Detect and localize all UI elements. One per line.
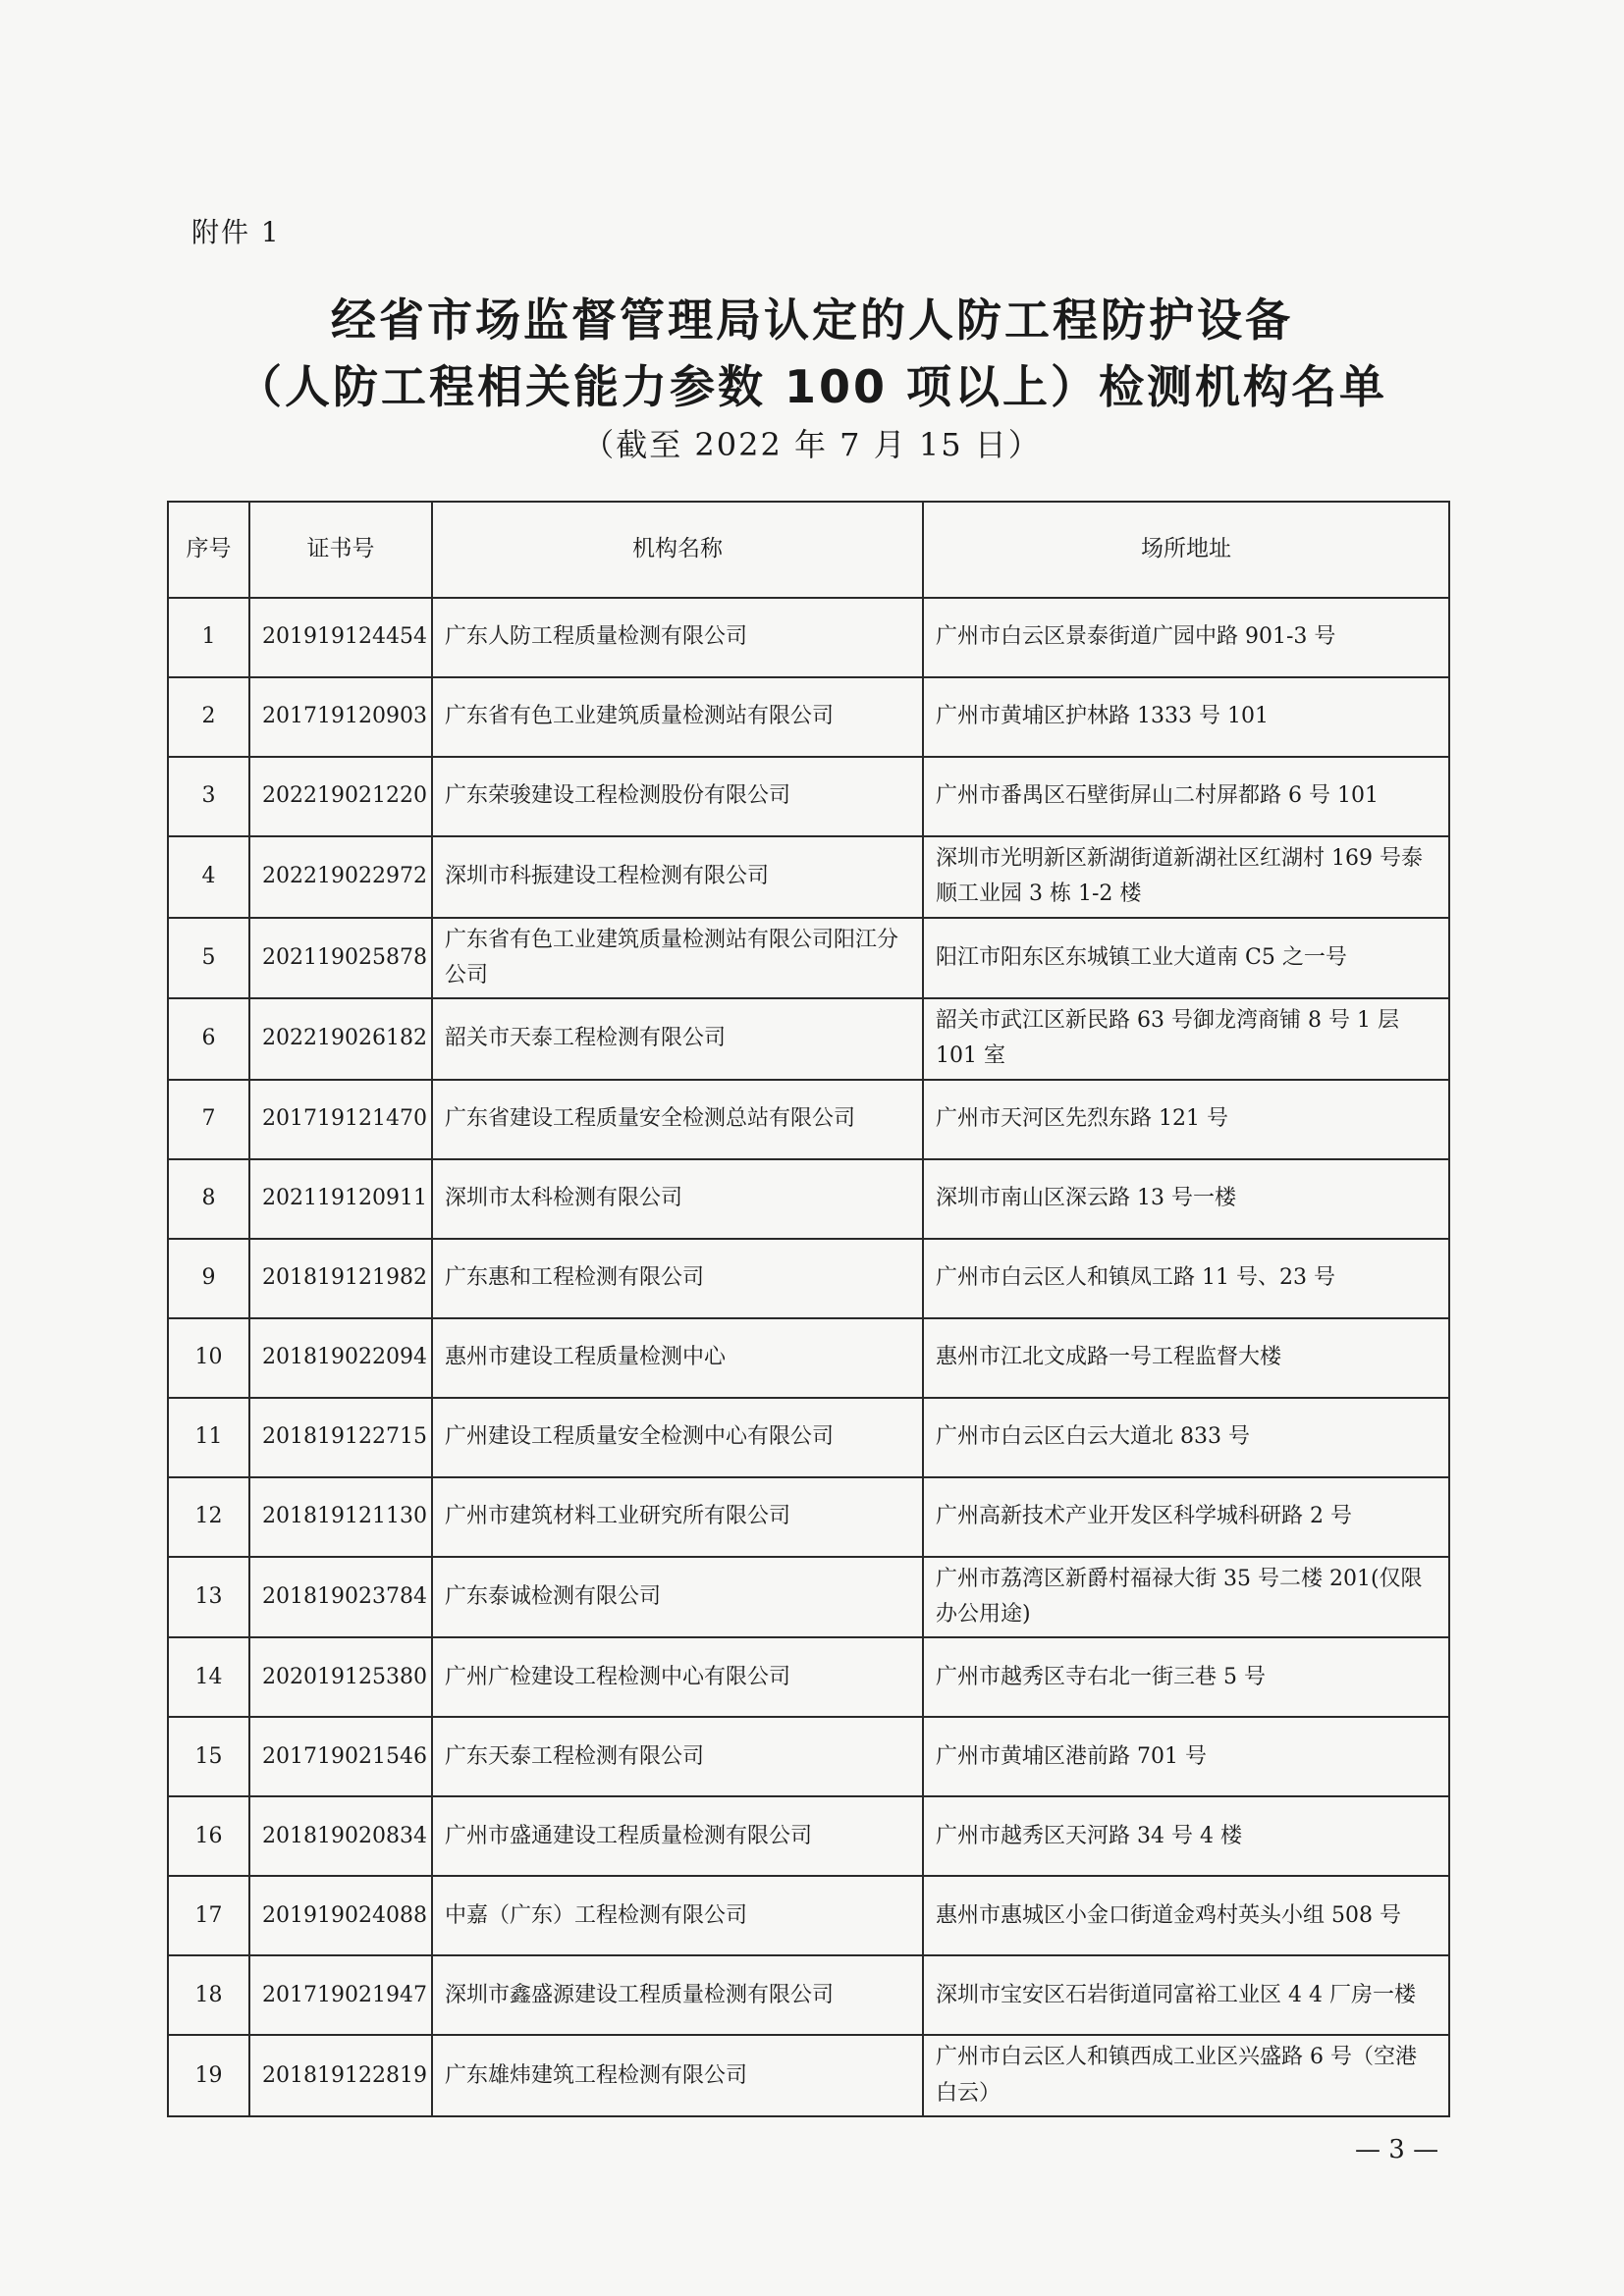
cell-address: 广州市越秀区天河路 34 号 4 楼 bbox=[923, 1796, 1449, 1876]
cell-address: 广州市白云区人和镇西成工业区兴盛路 6 号（空港白云） bbox=[923, 2035, 1449, 2116]
cell-institution-name: 深圳市科振建设工程检测有限公司 bbox=[432, 836, 923, 918]
cell-serial-no: 1 bbox=[168, 598, 249, 677]
cell-serial-no: 10 bbox=[168, 1318, 249, 1398]
cell-serial-no: 14 bbox=[168, 1637, 249, 1717]
table-row bbox=[168, 677, 1449, 757]
cell-address: 阳江市阳东区东城镇工业大道南 C5 之一号 bbox=[923, 918, 1449, 999]
cell-institution-name: 广州广检建设工程检测中心有限公司 bbox=[432, 1637, 923, 1717]
cell-institution-name: 韶关市天泰工程检测有限公司 bbox=[432, 998, 923, 1080]
cell-address: 惠州市惠城区小金口街道金鸡村英头小组 508 号 bbox=[923, 1876, 1449, 1955]
cell-institution-name: 中嘉（广东）工程检测有限公司 bbox=[432, 1876, 923, 1955]
cell-certificate-no: 201919124454 bbox=[249, 598, 432, 677]
cell-address: 广州市番禺区石壁街屏山二村屏都路 6 号 101 bbox=[923, 757, 1449, 836]
table-row bbox=[168, 2035, 1449, 2116]
document-title-line-2: （人防工程相关能力参数 100 项以上）检测机构名单 bbox=[236, 360, 1388, 413]
header-address: 场所地址 bbox=[923, 502, 1449, 598]
table-header-row bbox=[168, 502, 1449, 598]
cell-address: 广州高新技术产业开发区科学城科研路 2 号 bbox=[923, 1477, 1449, 1557]
cell-serial-no: 3 bbox=[168, 757, 249, 836]
table-body bbox=[168, 598, 1449, 2116]
cell-address: 广州市天河区先烈东路 121 号 bbox=[923, 1080, 1449, 1159]
cell-certificate-no: 202019125380 bbox=[249, 1637, 432, 1717]
cell-serial-no: 2 bbox=[168, 677, 249, 757]
table-row bbox=[168, 1796, 1449, 1876]
cell-certificate-no: 201819121130 bbox=[249, 1477, 432, 1557]
header-institution-name: 机构名称 bbox=[432, 502, 923, 598]
cell-serial-no: 18 bbox=[168, 1955, 249, 2035]
cell-institution-name: 广东省有色工业建筑质量检测站有限公司阳江分公司 bbox=[432, 918, 923, 999]
cell-institution-name: 惠州市建设工程质量检测中心 bbox=[432, 1318, 923, 1398]
cell-address: 广州市白云区白云大道北 833 号 bbox=[923, 1398, 1449, 1477]
table-row bbox=[168, 1477, 1449, 1557]
cell-address: 广州市白云区景泰街道广园中路 901-3 号 bbox=[923, 598, 1449, 677]
cell-serial-no: 6 bbox=[168, 998, 249, 1080]
cell-address: 广州市荔湾区新爵村福禄大街 35 号二楼 201(仅限办公用途) bbox=[923, 1557, 1449, 1638]
cell-certificate-no: 202119120911 bbox=[249, 1159, 432, 1239]
cell-certificate-no: 201819023784 bbox=[249, 1557, 432, 1638]
table-row bbox=[168, 1159, 1449, 1239]
cell-institution-name: 广东省有色工业建筑质量检测站有限公司 bbox=[432, 677, 923, 757]
cell-institution-name: 深圳市太科检测有限公司 bbox=[432, 1159, 923, 1239]
cell-certificate-no: 202219022972 bbox=[249, 836, 432, 918]
cell-address: 广州市黄埔区港前路 701 号 bbox=[923, 1717, 1449, 1796]
cell-serial-no: 19 bbox=[168, 2035, 249, 2116]
cell-institution-name: 广州建设工程质量安全检测中心有限公司 bbox=[432, 1398, 923, 1477]
cell-serial-no: 4 bbox=[168, 836, 249, 918]
cell-certificate-no: 202219026182 bbox=[249, 998, 432, 1080]
header-certificate-no: 证书号 bbox=[249, 502, 432, 598]
table-row bbox=[168, 1239, 1449, 1318]
cell-address: 深圳市宝安区石岩街道同富裕工业区 4 4 厂房一楼 bbox=[923, 1955, 1449, 2035]
cell-institution-name: 广东雄炜建筑工程检测有限公司 bbox=[432, 2035, 923, 2116]
cell-serial-no: 12 bbox=[168, 1477, 249, 1557]
page-number: — 3 — bbox=[1355, 2135, 1439, 2164]
cell-serial-no: 9 bbox=[168, 1239, 249, 1318]
cell-serial-no: 13 bbox=[168, 1557, 249, 1638]
cell-serial-no: 11 bbox=[168, 1398, 249, 1477]
table-row bbox=[168, 1955, 1449, 2035]
cell-institution-name: 广东惠和工程检测有限公司 bbox=[432, 1239, 923, 1318]
cell-institution-name: 广东荣骏建设工程检测股份有限公司 bbox=[432, 757, 923, 836]
table-row bbox=[168, 1876, 1449, 1955]
cell-serial-no: 5 bbox=[168, 918, 249, 999]
cell-certificate-no: 201719121470 bbox=[249, 1080, 432, 1159]
cell-certificate-no: 201819122819 bbox=[249, 2035, 432, 2116]
cell-certificate-no: 201819121982 bbox=[249, 1239, 432, 1318]
cell-certificate-no: 201719120903 bbox=[249, 677, 432, 757]
table-row bbox=[168, 918, 1449, 999]
cell-institution-name: 广东省建设工程质量安全检测总站有限公司 bbox=[432, 1080, 923, 1159]
cell-address: 深圳市光明新区新湖街道新湖社区红湖村 169 号泰顺工业园 3 栋 1-2 楼 bbox=[923, 836, 1449, 918]
table-row bbox=[168, 836, 1449, 918]
table-row bbox=[168, 1080, 1449, 1159]
cell-certificate-no: 201919024088 bbox=[249, 1876, 432, 1955]
cell-serial-no: 16 bbox=[168, 1796, 249, 1876]
cell-serial-no: 8 bbox=[168, 1159, 249, 1239]
cell-certificate-no: 202219021220 bbox=[249, 757, 432, 836]
cell-address: 广州市越秀区寺右北一街三巷 5 号 bbox=[923, 1637, 1449, 1717]
cell-certificate-no: 201819122715 bbox=[249, 1398, 432, 1477]
cell-institution-name: 广东人防工程质量检测有限公司 bbox=[432, 598, 923, 677]
cell-address: 深圳市南山区深云路 13 号一楼 bbox=[923, 1159, 1449, 1239]
cell-certificate-no: 201719021546 bbox=[249, 1717, 432, 1796]
table-row bbox=[168, 1717, 1449, 1796]
attachment-label: 附件 1 bbox=[191, 216, 281, 248]
cell-institution-name: 广州市盛通建设工程质量检测有限公司 bbox=[432, 1796, 923, 1876]
table-row bbox=[168, 598, 1449, 677]
cell-serial-no: 17 bbox=[168, 1876, 249, 1955]
table-row bbox=[168, 1637, 1449, 1717]
cell-address: 韶关市武江区新民路 63 号御龙湾商铺 8 号 1 层 101 室 bbox=[923, 998, 1449, 1080]
cell-institution-name: 深圳市鑫盛源建设工程质量检测有限公司 bbox=[432, 1955, 923, 2035]
cell-serial-no: 7 bbox=[168, 1080, 249, 1159]
document-title-line-1: 经省市场监督管理局认定的人防工程防护设备 bbox=[331, 294, 1293, 347]
table-row bbox=[168, 1318, 1449, 1398]
table-row bbox=[168, 1557, 1449, 1638]
cell-serial-no: 15 bbox=[168, 1717, 249, 1796]
cell-institution-name: 广东泰诚检测有限公司 bbox=[432, 1557, 923, 1638]
cell-certificate-no: 201819020834 bbox=[249, 1796, 432, 1876]
cell-address: 广州市白云区人和镇凤工路 11 号、23 号 bbox=[923, 1239, 1449, 1318]
table-row bbox=[168, 1398, 1449, 1477]
cell-address: 惠州市江北文成路一号工程监督大楼 bbox=[923, 1318, 1449, 1398]
cell-institution-name: 广州市建筑材料工业研究所有限公司 bbox=[432, 1477, 923, 1557]
cell-certificate-no: 201719021947 bbox=[249, 1955, 432, 2035]
cell-address: 广州市黄埔区护林路 1333 号 101 bbox=[923, 677, 1449, 757]
cell-certificate-no: 202119025878 bbox=[249, 918, 432, 999]
document-subtitle-date: （截至 2022 年 7 月 15 日） bbox=[582, 426, 1042, 463]
table-row bbox=[168, 998, 1449, 1080]
institution-table bbox=[167, 501, 1450, 2117]
table-row bbox=[168, 757, 1449, 836]
cell-institution-name: 广东天泰工程检测有限公司 bbox=[432, 1717, 923, 1796]
header-serial-no: 序号 bbox=[168, 502, 249, 598]
cell-certificate-no: 201819022094 bbox=[249, 1318, 432, 1398]
